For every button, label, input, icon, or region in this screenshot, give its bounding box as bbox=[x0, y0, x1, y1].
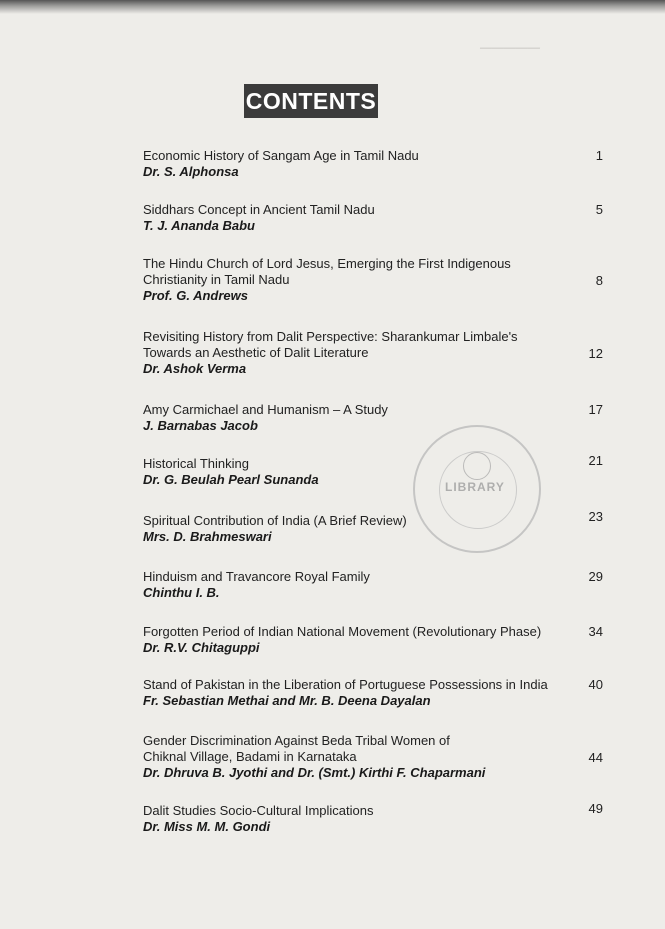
toc-entry[interactable] bbox=[143, 256, 603, 304]
entry-title: Siddhars Concept in Ancient Tamil Nadu bbox=[143, 202, 375, 217]
entry-page: 5 bbox=[595, 202, 603, 217]
entry-page: 8 bbox=[595, 273, 603, 288]
toc-entry[interactable] bbox=[143, 733, 603, 781]
entry-author: Dr. Dhruva B. Jyothi and Dr. (Smt.) Kirthi F. Chaparmani bbox=[143, 765, 486, 780]
entry-page: 29 bbox=[588, 569, 603, 584]
entry-title: Hinduism and Travancore Royal Family bbox=[143, 569, 370, 584]
bleed-through: ————— bbox=[480, 40, 540, 54]
library-stamp bbox=[413, 425, 541, 553]
toc-entry[interactable] bbox=[143, 202, 603, 234]
entry-page: 49 bbox=[588, 801, 603, 816]
entry-page: 23 bbox=[588, 509, 603, 524]
entry-author: T. J. Ananda Babu bbox=[143, 218, 255, 233]
entry-page: 17 bbox=[588, 402, 603, 417]
entry-title: Gender Discrimination Against Beda Tribal Women of Chiknal Village, Badami in Karnataka bbox=[143, 733, 450, 764]
entry-page: 21 bbox=[588, 453, 603, 468]
entry-author: Dr. Ashok Verma bbox=[143, 361, 247, 376]
toc-entry[interactable] bbox=[143, 803, 603, 835]
entry-author: Chinthu I. B. bbox=[143, 585, 220, 600]
toc-entry[interactable] bbox=[143, 329, 603, 377]
entry-title: Revisiting History from Dalit Perspective: Sharankumar Limbale's Towards an Aesthetic of Dalit Literature bbox=[143, 329, 518, 360]
entry-page: 34 bbox=[588, 624, 603, 639]
entry-author: Dr. Miss M. M. Gondi bbox=[143, 819, 271, 834]
entry-author: Prof. G. Andrews bbox=[143, 288, 248, 303]
entry-page: 12 bbox=[588, 346, 603, 361]
entry-title: The Hindu Church of Lord Jesus, Emerging the First Indigenous Christianity in Tamil Nadu bbox=[143, 256, 511, 287]
entry-title: Economic History of Sangam Age in Tamil Nadu bbox=[143, 148, 419, 163]
entry-page: 40 bbox=[588, 677, 603, 692]
entry-author: Mrs. D. Brahmeswari bbox=[143, 529, 272, 544]
contents-title: CONTENTS bbox=[244, 84, 378, 118]
entry-author: Dr. G. Beulah Pearl Sunanda bbox=[143, 472, 319, 487]
toc-entry[interactable] bbox=[143, 624, 603, 656]
entry-title: Historical Thinking bbox=[143, 456, 249, 471]
entry-title: Spiritual Contribution of India (A Brief Review) bbox=[143, 513, 407, 528]
toc-entry[interactable] bbox=[143, 677, 603, 709]
entry-author: Dr. R.V. Chitaguppi bbox=[143, 640, 260, 655]
entry-page: 44 bbox=[588, 750, 603, 765]
entry-title: Amy Carmichael and Humanism – A Study bbox=[143, 402, 388, 417]
entry-author: J. Barnabas Jacob bbox=[143, 418, 258, 433]
entry-author: Fr. Sebastian Methai and Mr. B. Deena Dayalan bbox=[143, 693, 431, 708]
stamp-label: LIBRARY bbox=[445, 480, 505, 494]
toc-entry[interactable] bbox=[143, 402, 603, 434]
toc-entry[interactable] bbox=[143, 569, 603, 601]
entry-page: 1 bbox=[595, 148, 603, 163]
entry-author: Dr. S. Alphonsa bbox=[143, 164, 239, 179]
stamp-emblem-icon bbox=[463, 452, 491, 480]
entry-title: Stand of Pakistan in the Liberation of Portuguese Possessions in India bbox=[143, 677, 548, 692]
page-edge-shadow bbox=[0, 0, 665, 14]
entry-title: Dalit Studies Socio-Cultural Implications bbox=[143, 803, 374, 818]
entry-title: Forgotten Period of Indian National Movement (Revolutionary Phase) bbox=[143, 624, 542, 639]
toc-entry[interactable] bbox=[143, 148, 603, 180]
